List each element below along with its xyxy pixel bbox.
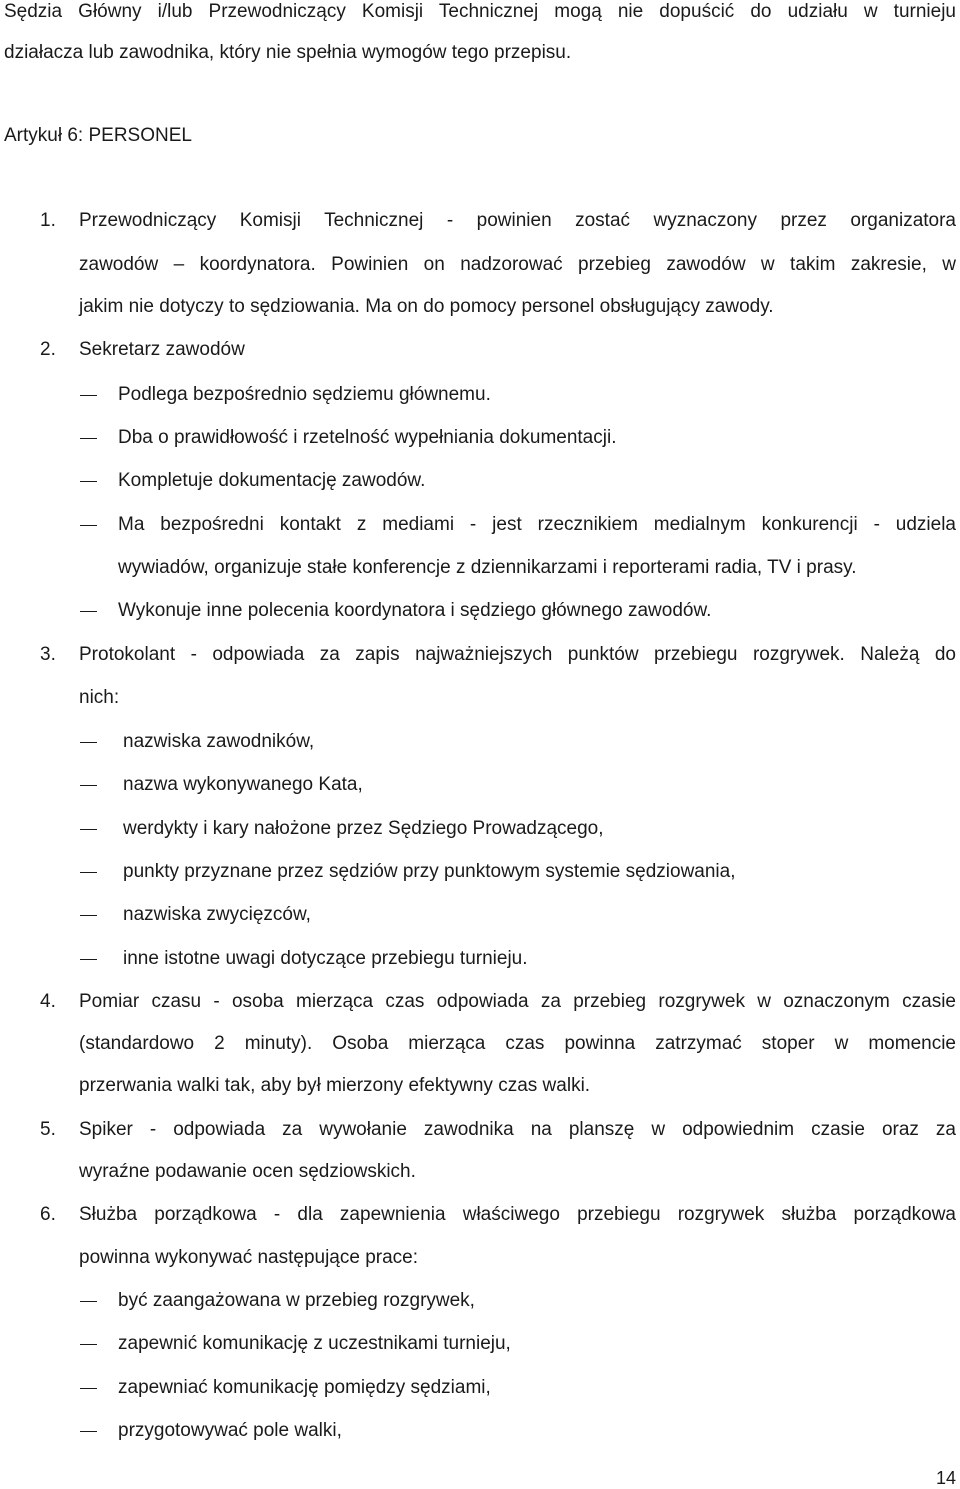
item-2-title: Sekretarz zawodów	[79, 339, 245, 360]
item-3-line-1: Protokolant - odpowiada za zapis najważniejszych punktów przebiegu rozgrywek. Należą do	[79, 644, 956, 665]
bullet-dash	[80, 1431, 97, 1432]
item-2-bullet-5: Wykonuje inne polecenia koordynatora i sędziego głównego zawodów.	[118, 600, 712, 621]
item-2-bullet-1: Podlega bezpośrednio sędziemu głównemu.	[118, 384, 491, 405]
article-heading: Artykuł 6: PERSONEL	[4, 125, 192, 146]
item-3-bullet-6: inne istotne uwagi dotyczące przebiegu turnieju.	[123, 948, 528, 969]
bullet-dash	[80, 742, 97, 743]
item-number-4: 4.	[40, 991, 56, 1012]
item-number-1: 1.	[40, 210, 56, 231]
bullet-dash	[80, 1301, 97, 1302]
item-4-line-3: przerwania walki tak, aby był mierzony efektywny czas walki.	[79, 1075, 591, 1096]
item-6-bullet-2: zapewnić komunikację z uczestnikami turnieju,	[118, 1333, 511, 1354]
item-2-bullet-4-line-2: wywiadów, organizuje stałe konferencje z dziennikarzami i reporterami radia, TV i prasy.	[118, 557, 857, 578]
item-2-bullet-2: Dba o prawidłowość i rzetelność wypełniania dokumentacji.	[118, 427, 617, 448]
item-3-bullet-2: nazwa wykonywanego Kata,	[123, 774, 363, 795]
item-1-line-3: jakim nie dotyczy to sędziowania. Ma on do pomocy personel obsługujący zawody.	[79, 296, 774, 317]
bullet-dash	[80, 611, 97, 612]
bullet-dash	[80, 395, 97, 396]
item-5-line-1: Spiker - odpowiada za wywołanie zawodnika na planszę w odpowiednim czasie oraz za	[79, 1119, 956, 1140]
intro-line-2: działacza lub zawodnika, który nie spełnia wymogów tego przepisu.	[4, 42, 572, 63]
bullet-dash	[80, 829, 97, 830]
item-6-line-2: powinna wykonywać następujące prace:	[79, 1247, 419, 1268]
item-2-bullet-4-line-1: Ma bezpośredni kontakt z mediami - jest rzecznikiem medialnym konkurencji - udziela	[118, 514, 956, 535]
bullet-dash	[80, 959, 97, 960]
bullet-dash	[80, 481, 97, 482]
item-3-line-2: nich:	[79, 687, 120, 708]
item-6-bullet-3: zapewniać komunikację pomiędzy sędziami,	[118, 1377, 491, 1398]
item-3-bullet-4: punkty przyznane przez sędziów przy punktowym systemie sędziowania,	[123, 861, 736, 882]
item-1-line-1: Przewodniczący Komisji Technicznej - powinien zostać wyznaczony przez organizatora	[79, 210, 956, 231]
item-number-2: 2.	[40, 339, 56, 360]
page-number: 14	[936, 1468, 957, 1488]
item-1-line-2: zawodów – koordynatora. Powinien on nadzorować przebieg zawodów w takim zakresie, w	[79, 254, 956, 275]
item-number-3: 3.	[40, 644, 56, 665]
bullet-dash	[80, 872, 97, 873]
item-5-line-2: wyraźne podawanie ocen sędziowskich.	[79, 1161, 416, 1182]
bullet-dash	[80, 438, 97, 439]
item-number-6: 6.	[40, 1204, 56, 1225]
intro-line-1: Sędzia Główny i/lub Przewodniczący Komisji Technicznej mogą nie dopuścić do udziału w turnieju	[4, 1, 956, 22]
bullet-dash	[80, 1388, 97, 1389]
bullet-dash	[80, 525, 97, 526]
item-3-bullet-3: werdykty i kary nałożone przez Sędziego Prowadzącego,	[123, 818, 604, 839]
item-6-line-1: Służba porządkowa - dla zapewnienia właściwego przebiegu rozgrywek służba porządkowa	[79, 1204, 956, 1225]
item-3-bullet-1: nazwiska zawodników,	[123, 731, 315, 752]
item-2-bullet-3: Kompletuje dokumentację zawodów.	[118, 470, 426, 491]
item-6-bullet-1: być zaangażowana w przebieg rozgrywek,	[118, 1290, 475, 1311]
item-4-line-1: Pomiar czasu - osoba mierząca czas odpowiada za przebieg rozgrywek w oznaczonym czasie	[79, 991, 956, 1012]
item-number-5: 5.	[40, 1119, 56, 1140]
bullet-dash	[80, 785, 97, 786]
item-3-bullet-5: nazwiska zwycięzców,	[123, 904, 311, 925]
bullet-dash	[80, 1344, 97, 1345]
item-6-bullet-4: przygotowywać pole walki,	[118, 1420, 342, 1441]
bullet-dash	[80, 915, 97, 916]
item-4-line-2: (standardowo 2 minuty). Osoba mierząca czas powinna zatrzymać stoper w momencie	[79, 1033, 956, 1054]
